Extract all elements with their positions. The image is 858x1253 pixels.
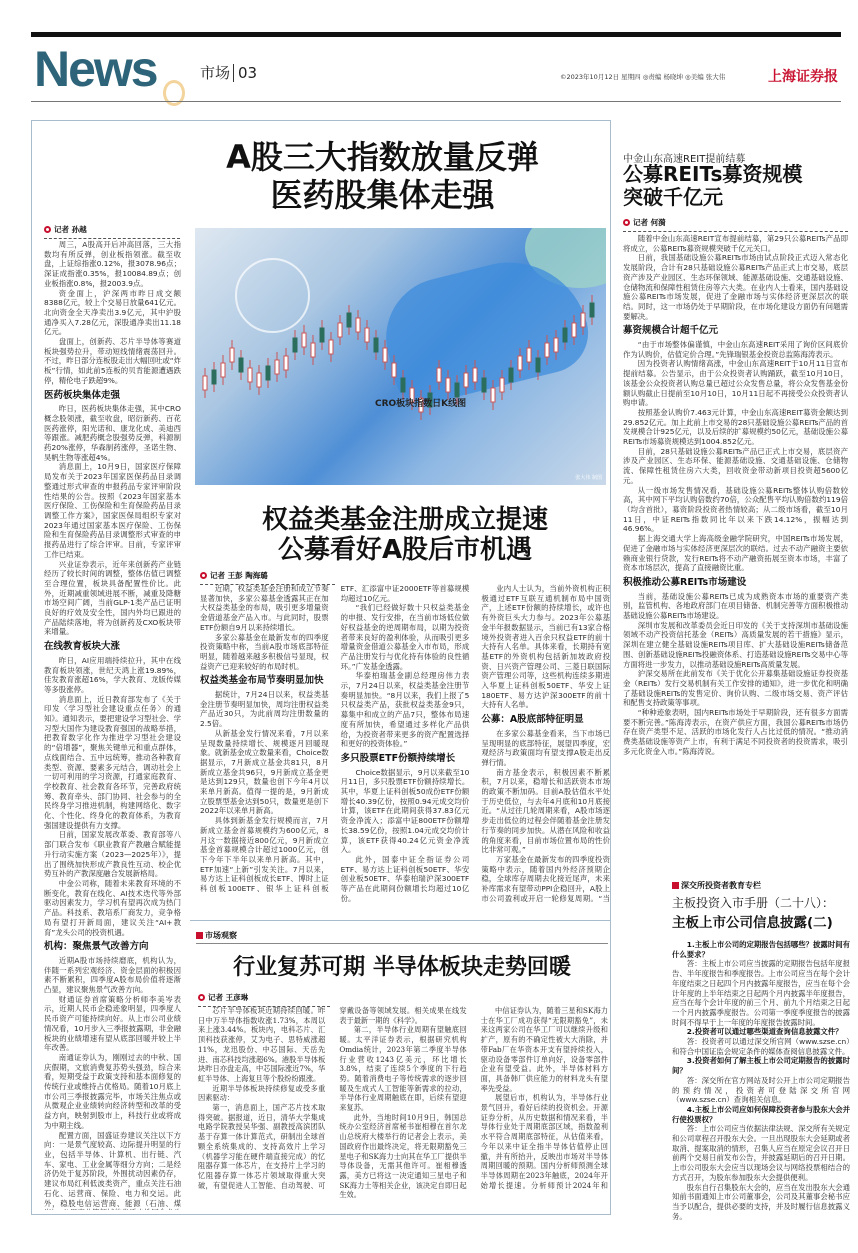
candle-body: [581, 313, 585, 327]
masthead-rule: [31, 32, 841, 37]
paragraph: 在多家公募基金看来，当下市场已呈现明显的底部特征，展望四季度，宏观经济与政策面均有望支撑A股走出反弹行情。: [481, 728, 610, 767]
paragraph: Choice数据显示，9月以来截至10月11日，多只股票ETF份额持续增长。其中，华夏上证科创板50成份ETF份额增长40.39亿份，按照0.94元成交均价计算，该ETF在此期间获得37.83亿元资金净流入；添富中证800ETF份额增长38.59亿份，按照1.04元成交均价计算，该ETF获得40.24亿元资金净流入。: [340, 767, 470, 855]
paragraph: 近期A股市场持续磨底，机构认为，伴随一系列宏观经济、资金层面的积极因素不断累积，四季度A股布局价值将逐渐凸显，建议聚焦景气改善方向。: [44, 955, 181, 995]
photo-credit: 张大伟 制图: [575, 475, 602, 481]
edu-section-label: [672, 880, 761, 891]
section-marker-icon: [672, 882, 679, 889]
candle-body: [257, 373, 261, 387]
candle-body: [554, 338, 558, 352]
lead-byline: [44, 224, 180, 239]
candle-body: [275, 360, 279, 374]
paragraph: 展望后市，机构认为，半导体行业景气回升，看好后续的投资机会。开源证券分析，从历史数据和情况来看，半导体行业处于周期底部区域，指数盈利水平符合周期底部特征，从估值来看，今年以来中证全指半导体估值停止回撤，并有所抬升，反映出市场对半导体周期回暖的预期。国内分析师预测全球半导体周期在2023年触底，2024年开始增长提速。分析师预计2024年和: [480, 1093, 608, 1190]
question: 1.主板上市公司的定期报告包括哪些？披露时间有什么要求？: [672, 940, 850, 959]
paragraph: 日前，国家发展改革委、教育部等八部门联合发布《职业教育产教融合赋能提升行动实施方案（2023—2025年）》，提出了围绕加快形成产教良性互动、校企优势互补的产教深度融合发展新格局。: [44, 830, 181, 879]
candle-body: [482, 378, 486, 392]
candle-body: [338, 323, 342, 337]
reits-kicker: 中金山东高速REIT提前结募: [623, 154, 746, 165]
byline-icon: [200, 572, 207, 579]
paragraph: 答：上市公司应当依据法律法规、深交所有关规定和公司章程召开股东大会。一旦出现股东大会延期或者取消、提案取消的情形，召集人应当在原定会议召开日前两个交易日前发布公告，并披露延期后的召开日期。上市公司股东大会应当以现场会议与网络投票相结合的方式召开，为股东参加股东大会提供便利。: [672, 1124, 850, 1182]
paragraph: 兴业证券表示，近年来创新药产业链经历了较长时间的调整，整体估值已调整至合理位置，板块具备配置性价比。此外，近期减重领域进展不断，减重及降糖市场空间广阔，当前GLP-1类产品已证明良好的疗效及安全性，国内外均已跟进的产品陆续落地，将为创新药及CXO板块带来增量。: [44, 559, 181, 637]
paragraph: 芯片半导体板块近期持续回暖。昨日中万半导体指数收涨1.73%，本周以来上涨3.44%。板块内，电科芯片、汇顶科技获涨停，艾为电子、思特威涨超11%，龙迅股份、中芯国际、天岳先进、南芯科技均涨超6%。港股半导体板块昨日亦盘走高，中芯国际涨近7%，华虹半导体、上海复旦等个股纷纷跟涨。: [198, 1006, 326, 1083]
subheading: 募资规模合计超千亿元: [623, 325, 719, 337]
paragraph: 答：主板上市公司应当披露的定期报告包括年度报告、半年度报告和季度报告。上市公司应当在每个会计年度结束之日起四个月内披露年度报告，应当在每个会计年度的上半年结束之日起两个月内披露半年度报告，应当在每个会计年度的前三个月、前九个月结束之日起一个月内披露季度报告。公司第一季度季度报告的披露时间不得早于上一年度的年度报告披露时间。: [672, 959, 850, 1027]
candle-body: [563, 328, 567, 342]
subheading: 公募：A股底部特征明显: [481, 714, 584, 726]
candle-body: [491, 388, 495, 402]
candle-body: [293, 338, 297, 352]
paragraph: 昨日，医药板块集体走强，其中CRO概念股领涨，截至收盘，昭衍新药、百花医药涨停，阳光诺和、康龙化成、美迪西等跟涨。减肥药概念股强势反弹，科源制药20%涨停，华森制药涨停，圣诺生物、昊帆生物等涨超4%。: [44, 404, 181, 462]
funds-headline: [200, 505, 610, 565]
paragraph: 答：深交所在官方网站及时公开上市公司定期报告的预约情况，投资者可登陆深交所官网（www.szse.cn）查询相关信息。: [672, 1075, 850, 1105]
subheading: 权益类基金布局节奏明显加快: [200, 675, 324, 687]
paragraph: 深圳市发展和改革委员会近日印发的《关于支持深圳市基础设施领域不动产投资信托基金（REITs）高质量发展的若干措施》显示，深圳在建立健全基础设施REITs项目库、扩大基础设施REITs储备范围、创新基础设施REITs投融资体系、打造基础设施REITs交易中心等方面将进一步发力，以推动基础设施REITs高质量发展。: [623, 620, 848, 669]
paragraph: 答：投资者可以通过深交所官网（www.szse.cn）和符合中国证监会规定条件的媒体查阅信息披露文件。: [672, 1037, 850, 1056]
reits-byline: [623, 217, 848, 232]
candle-body: [356, 318, 360, 332]
paragraph: 第一，消息面上，国产芯片技术取得突破。据报道，近日，清华大学集成电路学院教授吴华强、副教授高滨团队基于存算一体计算范式，研制出全球首颗全系统集成的、支持高效片上学习（机器学习能在硬件端直接完成）的忆阻器存算一体芯片，在支持片上学习的忆阻器存算一体芯片领域取得重大突破，有望促进人工智能、自动驾驶、可穿戴设备等领域发展。相关成果在线发表于最新一期的《科学》。: [198, 1006, 467, 1190]
candle-body: [446, 378, 450, 392]
candle-body: [437, 368, 441, 382]
paragraph: 日前，我国基础设施公募REITs市场由试点阶段正式迈入常态化发展阶段，合计有28只基础设施公募REITs产品正式上市交易，底层资产涉及产业园区、生态环保领域、能源基础设施、交通基础设施、仓储物流和保障性租赁住房等六大类。在业内人士看来，国内基础设施公募REITs市场发展，促进了金融市场与实体经济更深层次的联结。同时，这一市场仍处于早期阶段，在市场化建设方面仍有问题需要解决。: [623, 253, 848, 321]
paragraph: 此外，当地时间10月9日，韩国总统办公室经济首席秘书崔相穆在首尔龙山总统府大楼举行的记者会上表示，美国政府作出最终决定，将无限期豁免三星电子和SK海力士向其在华工厂提供半导体设备，无需其他许可。崔相穆透露，美方已将这一决定通知三星电子和SK海力士等相关企业，该决定自即日起生效。: [339, 1112, 467, 1200]
candle-body: [239, 358, 243, 372]
reits-body: [623, 234, 848, 864]
page-number: 03: [233, 64, 257, 82]
paragraph: 昨日，AI应用端持续拉升，其中在线教育板块领涨，世纪天鸿上涨19.89%，佳发教育涨超16%，学大教育、龙版传媒等多股涨停。: [44, 655, 181, 694]
paragraph: 资金面上，沪深两市昨日成交额8388亿元，较上个交易日放量641亿元。北向资金全天净卖出3.9亿元，其中沪股通净买入7.28亿元，深股通净卖出11.18亿元。: [44, 288, 181, 337]
paragraph: 沪深交易所在此前发布《关于优化公开募集基础设施证券投资基金（REITs）发行交易机制有关工作安排的通知》，进一步优化和明确了基础设施REITs的发售定价、询价认购、二级市场交易、资产评估和配售支持政策等事项。: [623, 669, 848, 708]
candle-body: [221, 363, 225, 377]
candle-body: [266, 366, 270, 380]
funds-headline-line2: 公募看好A股后市机遇: [277, 535, 533, 565]
candle-body: [464, 373, 468, 387]
paragraph: 中金公司称，随着未来教育环境的不断变化，教育在线化、AI技术迭代等外部驱动因素发力，学习机有望再次成为热门产品。科技系、教培系厂商发力，竞争格局有望打开新局面，建议关注“AI+教育”龙头公司的投资机遇。: [44, 879, 181, 937]
paragraph: 第二，半导体行业周期有望触底回暖。太平洋证券表示，根据研究机构Omdia统计，2023年第二季度半导体行业营收1243亿美元，环比增长3.8%，结束了连续5个季度的下行趋势。随着消费电子等传统需求的逐步回暖及生成式人工智能等新需求的拉动，半导体行业周期触底在即，后续有望迎来复苏。: [339, 1025, 467, 1113]
lead-headline-line1: A股三大指数放量反弹: [226, 138, 539, 176]
kline-chart: [195, 228, 606, 485]
paragraph: 财通证券首席策略分析师李美岑表示，近期人民币企稳迹象明显，四季度人民币资产可能持续向好。从上市公司业绩情况看，10月步入三季报披露期，非金融板块的业绩增速有望从底部回暖并较上半年改善。: [44, 994, 181, 1053]
paragraph: 按照基金认购价7.463元计算，中金山东高速REIT募资金额达到29.852亿元。加上此前上市交易的28只基础设施公募REITs产品的首发规模合计925亿元，以及后续的扩募规模约50亿元，基础设施公募REITs市场募资规模达到1004.852亿元。: [623, 407, 848, 447]
paragraph: 消息面上，近日教育部发布了《关于印发〈学习型社会建设重点任务〉的通知》。通知表示，要把建设学习型社会、学习型大国作为建设教育强国的战略举措，把教育数字化作为推进学习型社会建设的“倍增器”，聚焦关键单元和重点群体，点线面结合、五中远统筹，推动各种教育类型、资源、要素多元结合，调动社会上一切可利用的学习资源，打通家庭教育、学校教育、社会教育各环节，完善政府统筹、教育牵头、部门协同、社会参与的全民终身学习推进机制，构建网络化、数字化、个性化、终身化的教育体系，为教育强国建设提供有力支撑。: [44, 694, 181, 830]
subheading: 积极推动公募REITs市场建设: [623, 576, 747, 588]
candle-body: [518, 356, 522, 370]
section-label-text: 市场观察: [205, 931, 237, 940]
candle-body: [347, 313, 351, 327]
paragraph: 配置方面，国盛证券建议关注以下方向：一是景气度较高、边际提升明显的行业，包括半导体、计算机、出行链、汽车、家电、工业金属等细分方向；二是经济仍处于复苏阶段，外围扰动因素仍存，建议布局红利低波类资产，重点关注石油石化、运营商、保险、电力和交运。此外，稳股电信运营商、能源（石油、煤: [44, 1130, 181, 1208]
byline-icon: [198, 994, 205, 1001]
newspaper-logo: 上海证券报: [768, 69, 838, 85]
candle-body: [590, 303, 594, 317]
paragraph: 周三，A股高开后冲高回落，三大指数均有所反弹，创业板指领涨。截至收盘，上证综指涨0.12%，报3078.96点；深证成指涨0.35%，报10084.89点；创业板指涨0.8%，报2003.9点。: [44, 240, 181, 288]
candle-body: [392, 363, 396, 377]
paragraph: “我们已经做好数十只权益类基金的申报、发行安排，在当前市场低位做好权益基金的逆周期布局，以期为投资者带来良好的盈利体验，从而吸引更多增量资金借道公募基金入市布局，形成产品注册发行与优化持有体验的良性循环。”广发基金透露。: [340, 603, 470, 671]
paragraph: 目前，28只基础设施公募REITs产品已正式上市交易，底层资产涉及产业园区、生态环保、能源基础设施、交通基础设施、仓储物流、保障性租赁住房六大类，回收资金带动新项目投资超5600亿元。: [623, 446, 848, 485]
candle-body: [212, 370, 216, 384]
candle-body: [455, 383, 459, 397]
paragraph: 此外，国泰中证全指证券公司ETF、易方达上证科创板50ETF、华安创业板50ETF、华泰柏瑞沪深300ETF等产品在此期间份额增长均超过10亿份。: [340, 854, 470, 903]
section-label-text: 深交所投资者教育专栏: [681, 881, 761, 890]
candle-body: [203, 376, 207, 390]
edu-body: [672, 940, 850, 1230]
paragraph: 中信证券认为，随着三星和SK海力士在华工厂成功获得“无限期豁免”，未来这两家公司在华工厂可以继续升级和扩产，原有的不确定性被大大消除，并带Fab厂在华资本开支有望持续投入，驱动设备零部件订单向好，设备零部件企业有望受益。此外，半导体材料方面，具备韩厂供应能力的材料龙头有望率先受益。: [480, 1006, 608, 1093]
paragraph: 盘面上，创新药、芯片半导体等赛道板块强势拉升，带动短线情绪震荡回升。不过，昨日部分连板股走出大幅回吐或“炸板”行情，如此前5连板的贝肯能源遭遇跌停，精伦电子跌超9%。: [44, 337, 181, 385]
candle-body: [248, 368, 252, 382]
funds-body: [200, 584, 610, 906]
paragraph: 华泰柏瑞基金副总经理房伟力表示，7月24日以来，权益类基金注册节奏明显加快。“8月以来，我们上报了5只权益类产品，获批权益类基金9只，募集中和成立的产品7只，整体布局速度有所加快，希望通过多样化产品供给，为投资者带来更多的资产配置选择和更好的投资体验。”: [340, 671, 470, 749]
byline-icon: [44, 226, 51, 233]
subheading: 机构：聚焦景气改善方向: [44, 941, 149, 953]
lead-headline-line2: 医药股集体走强: [270, 176, 495, 214]
candle-body: [536, 358, 540, 372]
lead-photo: [195, 228, 606, 485]
funds-byline: [200, 570, 335, 585]
candle-body: [374, 338, 378, 352]
semis-section-label: [196, 930, 608, 944]
subheading: 医药板块集体走强: [44, 389, 121, 401]
paragraph: 南通证券认为，刚刚过去的中秋、国庆假期，文旅消费复苏势头强劲，综合来看，短期受益于政策支持和基本面修复的传统行业或维持占优格局。随着10月底上市公司三季报披露完毕，市场关注焦点或从微观企业业绩转向经济转型和改革的受益方向，映射到股市上，科技行业或将成为中期主线。: [44, 1052, 181, 1130]
paragraph: 南方基金表示，积极因素不断累积，7月以来，稳增长和活跃资本市场的政策不断加码。目前A股估值水平处于历史低位，与去年4月底和10月底接近。“从过往几轮周期来看，A股市场逐步走出低位的过程会伴随着基金注册发行节奏的同步加快。从潜在风险和收益的角度来看，目前市场位置布局的性价比非常可观。”: [481, 767, 610, 855]
subheading: 在线教育板块大涨: [44, 641, 121, 653]
paragraph: “由于市场整体偏谨慎，中金山东高速REIT采用了询价区间底价作为认购价，估值定价合理。”先锋瑞银基金投资总监陈海涛表示。: [623, 340, 848, 359]
candle-body: [320, 328, 324, 342]
reits-headline-line2: 突破千亿元: [623, 185, 723, 209]
paragraph: 具体到新基金发行规模而言，7月新成立基金首募规模约为600亿元，8月这一数据接近800亿元，9月新成立基金首募规模合计超过1000亿元，创下今年下半年以来单月新高。其中，ETF加速“上新”引发关注。7月以来，易方达上证科创板成长ETF、博时上证科创板100ETF、银华上证科创板ETF、汇添富中证2000ETF等首募规模均超过10亿元。: [200, 584, 470, 894]
reits-headline-line1: 公募REITs募资规模: [623, 162, 803, 186]
paragraph: 随着中金山东高速REIT宣布提前结募，第29只公募REITs产品即将成立，公募REITs募资规模突破千亿元关口。: [623, 234, 848, 253]
paragraph: 近期半导体板块持续修复或受多重因素驱动：: [198, 1083, 326, 1103]
paragraph: 消息面上，10月9日，国家医疗保障局发布关于2023年国家医保药品目录调整通过形式审查的申报药品专家评审阶段性结果的公告。按照《2023年国家基本医疗保险、工伤保险和生育保险药品目录调整工作方案》，国家医保局组织专家对2023年通过国家基本医疗保险、工伤保险和生育保险药品目录调整形式审查的申报药品进行了综合评审。目前，专家评审工作已结束。: [44, 462, 181, 559]
lead-headline: [155, 138, 610, 214]
divider: [190, 920, 610, 921]
paragraph: 据上海交通大学上海高级金融学院研究，中国REITs市场发展，促进了金融市场与实体经济更深层次的联结。过去不动产融资主要依赖商业银行贷款，发行REITs将不动产融资拓展至资本市场，丰富了资本市场层次，提高了直接融资比重。: [623, 534, 848, 573]
paragraph: 股东自行召集股东大会的，应当在发出股东大会通知前书面通知上市公司董事会，公司及其董事会秘书应当予以配合，提供必要的支持，并及时履行信息披露义务。: [672, 1182, 850, 1221]
dateline: ©2023年10月12日 星期四 ◎责编 杨晓坤 ◎美编 张大伟: [560, 73, 726, 81]
paragraph: “种种迹象表明，国内REITs市场处于早期阶段，还有很多方面需要不断完善。”陈海涛表示，在资产供应方面，我国公募REITs市场仍存在资产类型不足、活跃的市场化发行人占比过低的情况。“推动消费类基础设施等资产上市，有利于满足不同投资者的投资需求，吸引多元化资金入市。”陈海涛说。: [623, 708, 848, 756]
byline-text: 记者 孙越: [54, 225, 87, 234]
candle-body: [545, 343, 549, 357]
header-divider: [31, 101, 841, 102]
chart-caption: CRO板块指数日K线图: [375, 399, 467, 409]
edu-title-line2: 主板上市公司信息披露(二): [672, 915, 833, 931]
lead-body: [44, 240, 181, 1210]
funds-headline-line1: 权益类基金注册成立提速: [261, 505, 548, 535]
subheading: 多只股票ETF份额持续增长: [340, 752, 456, 764]
candle-body: [401, 378, 405, 392]
paragraph: 当前，基础设施公募REITs已成为成熟资本市场的重要资产类别，监管机构、各地政府部门在项目储备、机制完善等方面积极推动基础设施公募REITs市场建设。: [623, 591, 848, 621]
paragraph: 业内人士认为，当前外资机构正积极通过ETF互联互通机制布局中国资产，上述ETF份额的持续增长，或许也有外资巨头大力参与。2023年公募基金半年报数据显示，当前已有13家合格境外投资者进入百余只权益ETF的前十大持有人名单。具体来看，长期持有宽基ETF的外资机构包括新加坡政府投资、日兴资产管理公司、三菱日联国际资产管理公司等，这些机构连续多期进入华夏上证科创板50ETF、华安上证180ETF、易方达沪深300ETF的前十大持有人名单。: [481, 584, 610, 710]
paragraph: 多家公募基金在最新发布的四季度投资策略中称，当前A股市场底部特征明显，随着越来越多积极信号显现，权益资产已迎来较好的布局时机。: [200, 632, 329, 671]
byline-text: 记者 王彭 陶海璐: [210, 571, 268, 580]
semis-byline: [198, 992, 330, 1007]
candle-body: [527, 348, 531, 362]
semis-headline: 行业复苏可期 半导体板块走势回暖: [233, 954, 571, 980]
semis-body: [198, 1006, 608, 1206]
candle-body: [383, 348, 387, 362]
candle-body: [329, 340, 333, 354]
edu-title-line1: 主板投资入市手册（二十八）：: [672, 896, 835, 910]
paragraph: 从新基金发行情况来看，7月以来呈现数量持续增长、规模逐月回暖现象。就新基金成立数量来看，Choice数据显示，7月新成立基金共81只，8月新成立基金共96只，9月新成立基金更是达到129只，数量也创下今年4月以来单月新高。值得一提的是，9月新成立股票型基金达到50只，数量更是创下2022年以来单月新高。: [200, 728, 329, 816]
byline-icon: [623, 219, 630, 226]
paragraph: 万家基金在最新发布的四季度投资策略中表示，随着国内外经济预期企稳，全球库存周期去化接近尾声，未来补库需求有望带动PPI企稳回升，A股上市公司盈利或开启一轮修复周期。“当: [481, 854, 610, 903]
edu-title: [672, 894, 852, 931]
byline-text: 记者 何漪: [633, 218, 666, 227]
paragraph: 因为投资者认购情绪高涨，中金山东高速REIT于10月11日宣布提前结募。公告显示，由于公众投资者认购踊跃，截至10月10日，该基金公众投资者认购总量已超过公众发售总量，将公众发售基金份额认购截止日提前至10月10日，10月11日起不再接受公众投资者认购申请。: [623, 359, 848, 408]
speech-bubble-icon: [163, 80, 185, 106]
section-label: [200, 62, 257, 83]
candle-body: [572, 323, 576, 337]
byline-text: 记者 王彦琳: [208, 993, 249, 1002]
paragraph: 据统计，7月24日以来，权益类基金注册节奏明显加快，周均注册权益类产品近30只，为此前周均注册数量的2.5倍。: [200, 690, 329, 729]
candle-body: [230, 348, 234, 362]
candle-body: [500, 378, 504, 392]
candle-body: [302, 333, 306, 347]
paragraph: 近期，权益类基金注册和成立节奏显著加快，多家公募基金透露其正在加大权益类基金的布局，吸引更多增量资金借道基金产品入市。与此同时，股票ETF份额自9月以来持续增长。: [200, 584, 329, 632]
section-marker-icon: [196, 932, 203, 939]
question: 3.投资者如何了解主板上市公司定期报告的披露时间？: [672, 1056, 850, 1076]
candle-body: [365, 328, 369, 342]
section-name: 市场: [200, 64, 231, 82]
reits-headline: [623, 163, 848, 209]
candle-body: [473, 368, 477, 382]
candle-body: [509, 368, 513, 382]
candle-body: [284, 356, 288, 370]
news-logo: News: [34, 41, 157, 97]
candle-body: [311, 343, 315, 357]
paragraph: 从一级市场发售情况看，基础设施公募REITs整体认购倍数较高，其中网下平均认购倍数约70倍，公众配售平均认购倍数约119倍（均含首批），募资阶段投资者热情较高；从二级市场看，截至10月11日，中证REITs指数同比年以来下跌14.12%，振幅达到46.96%。: [623, 485, 848, 534]
question: 4.主板上市公司应如何保障投资者参与股东大会并行使投票权？: [672, 1104, 850, 1124]
question: 2.投资者可以通过哪些渠道查询信息披露文件？: [686, 1027, 843, 1037]
